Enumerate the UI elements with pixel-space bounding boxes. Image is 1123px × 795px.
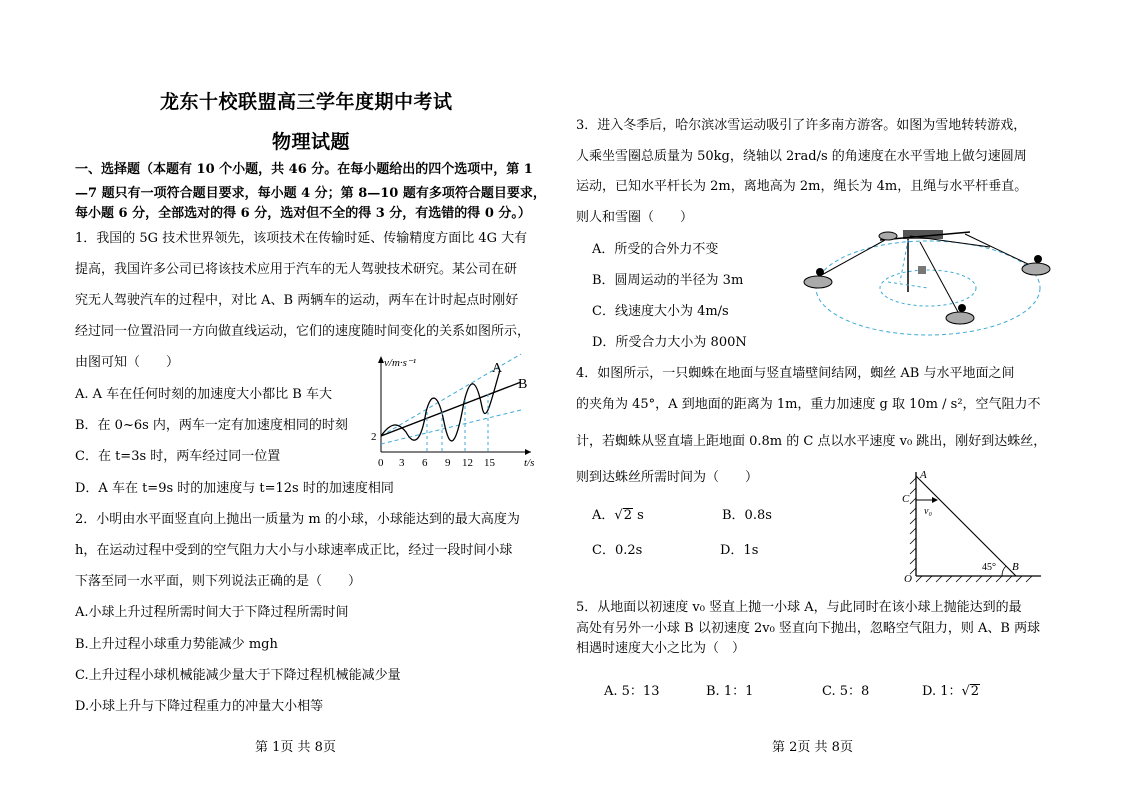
rope: [965, 234, 1032, 266]
option-c: C. 5：8: [822, 684, 870, 699]
lower-envelope-line: [381, 410, 521, 444]
option-d: D. 1：√2: [922, 684, 980, 699]
sqrt-sign: √: [614, 508, 623, 523]
page-number-right: 第 2页 共 8页: [772, 740, 853, 755]
question-text: 2．小明由水平面竖直向上抛出一质量为 m 的小球，小球能达到的最大高度为: [75, 512, 520, 527]
question-text: 经过同一位置沿同一方向做直线运动，它们的速度随时间变化的关系如图所示，: [75, 324, 531, 339]
option-b: B．圆周运动的半径为 3m: [592, 273, 744, 288]
question-text: 下落至同一水平面，则下列说法正确的是（ ）: [75, 574, 362, 589]
snow-ring-rider: [804, 276, 832, 288]
point-c-label: C: [902, 493, 910, 505]
point-o-label: O: [904, 573, 912, 585]
option-b: B．在 0~6s 内，两车一定有加速度相同的时刻: [75, 418, 348, 433]
snow-ring-rider: [946, 312, 974, 324]
option-b: B．0.8s: [722, 508, 772, 523]
option-d: D．1s: [720, 543, 759, 558]
y-axis-label: v/m·s⁻¹: [384, 357, 417, 369]
option-c: C．0.2s: [592, 543, 643, 558]
spider-web-figure: [896, 466, 1046, 586]
tick-label: 6: [422, 457, 428, 469]
page-number-left: 第 1页 共 8页: [255, 740, 336, 755]
option-b: B.上升过程小球重力势能减少 mgh: [75, 637, 278, 652]
option-d: D．A 车在 t=9s 时的加速度与 t=12s 时的加速度相同: [75, 481, 394, 496]
radicand: 2: [970, 684, 980, 699]
question-text: 究无人驾驶汽车的过程中，对比 A、B 两辆车的运动，两车在计时起点时刚好: [75, 293, 519, 308]
exam-title: 龙东十校联盟高三学年度期中考试: [160, 91, 453, 113]
snow-ring-rider: [1022, 263, 1050, 275]
question-text: 高处有另外一小球 B 以初速度 2v₀ 竖直向下抛出，忽略空气阻力，则 A、B 两球: [576, 621, 1041, 636]
curve-a-label: A: [492, 361, 503, 376]
v0-label: v₀: [924, 506, 932, 517]
option-a: A. A 车在任何时刻的加速度大小都比 B 车大: [75, 387, 332, 402]
tick-label: 15: [484, 457, 495, 469]
option-c: C.上升过程小球机械能减少量大于下降过程机械能减少量: [75, 668, 401, 683]
question-text: 由图可知（ ）: [75, 355, 180, 370]
option-b: B. 1：1: [706, 684, 754, 699]
option-d: D．所受合力大小为 800N: [592, 335, 747, 350]
question-text: 提高，我国许多公司已将该技术应用于汽车的无人驾驶技术研究。某公司在研: [75, 262, 518, 277]
radicand: 2: [623, 508, 632, 523]
velocity-time-graph: [366, 352, 546, 472]
silk-ab: [916, 476, 1016, 576]
tick-label: 0: [378, 457, 384, 469]
option-d: D.小球上升与下降过程重力的冲量大小相等: [75, 699, 324, 714]
x-axis-label: t/s: [524, 457, 535, 469]
question-text: 3．进入冬季后，哈尔滨冰雪运动吸引了许多南方游客。如图为雪地转转游戏，: [576, 118, 1027, 133]
option-a: A. 5：13: [604, 684, 660, 699]
option-c: C．线速度大小为 4m/s: [592, 304, 729, 319]
option-c: C．在 t=3s 时，两车经过同一位置: [75, 449, 281, 464]
question-text: 相遇时速度大小之比为（ ）: [576, 641, 746, 656]
rope: [920, 242, 958, 312]
tick-label: 3: [399, 457, 405, 469]
question-text: 计，若蜘蛛从竖直墙上距地面 0.8m 的 C 点以水平速度 v₀ 跳出，刚好到达蛛丝，: [576, 434, 1047, 449]
question-text: 则人和雪圈（ ）: [576, 210, 694, 225]
curve-a: [381, 370, 500, 441]
option-a: A．所受的合外力不变: [592, 242, 719, 257]
sqrt-sign: √: [961, 684, 970, 699]
snow-carousel-figure: [800, 222, 1055, 347]
point-a-label: A: [920, 469, 927, 481]
question-text: 人乘坐雪圈总质量为 50kg，绕轴以 2rad/s 的角速度在水平雪地上做匀速圆周: [576, 149, 1027, 164]
tick-label: 12: [462, 457, 473, 469]
instruction-line: 每小题 6 分，全部选对的得 6 分，选对但不全的得 3 分，有选错的得 0 分。）: [75, 206, 531, 221]
line-b-label: B: [518, 377, 528, 392]
rope: [818, 240, 885, 277]
question-text: 则到达蛛丝所需时间为（ ）: [576, 470, 759, 485]
question-text: h，在运动过程中受到的空气阻力大小与小球速率成正比，经过一段时间小球: [75, 543, 513, 558]
question-text: 运动，已知水平杆长为 2m，离地高为 2m，绳长为 4m，且绳与水平杆垂直。: [576, 179, 1028, 194]
option-a: A.小球上升过程所需时间大于下降过程所需时间: [75, 605, 349, 620]
instruction-line: 一、选择题（本题有 10 个小题，共 46 分。在每小题给出的四个选项中，第 1: [75, 162, 533, 177]
question-text: 4．如图所示，一只蜘蛛在地面与竖直墙壁间结网，蜘丝 AB 与水平地面之间: [576, 366, 1015, 381]
point-b-label: B: [1012, 561, 1019, 573]
instruction-line: —7 题只有一项符合题目要求，每小题 4 分；第 8—10 题有多项符合题目要求，: [75, 186, 546, 201]
question-text: 的夹角为 45°，A 到地面的距离为 1m，重力加速度 g 取 10m / s²，空气阻力不: [576, 397, 1041, 412]
y-intercept-label: 2: [371, 431, 377, 443]
option-a: A．√2 s: [592, 508, 644, 523]
question-text: 5．从地面以初速度 v₀ 竖直上抛一小球 A，与此同时在该小球上抛能达到的最: [576, 600, 1022, 615]
angle-label: 45°: [982, 562, 996, 573]
tick-label: 9: [445, 457, 451, 469]
question-text: 1．我国的 5G 技术世界领先，该项技术在传输时延、传输精度方面比 4G 大有: [75, 231, 528, 246]
exam-subtitle: 物理试题: [272, 131, 351, 153]
